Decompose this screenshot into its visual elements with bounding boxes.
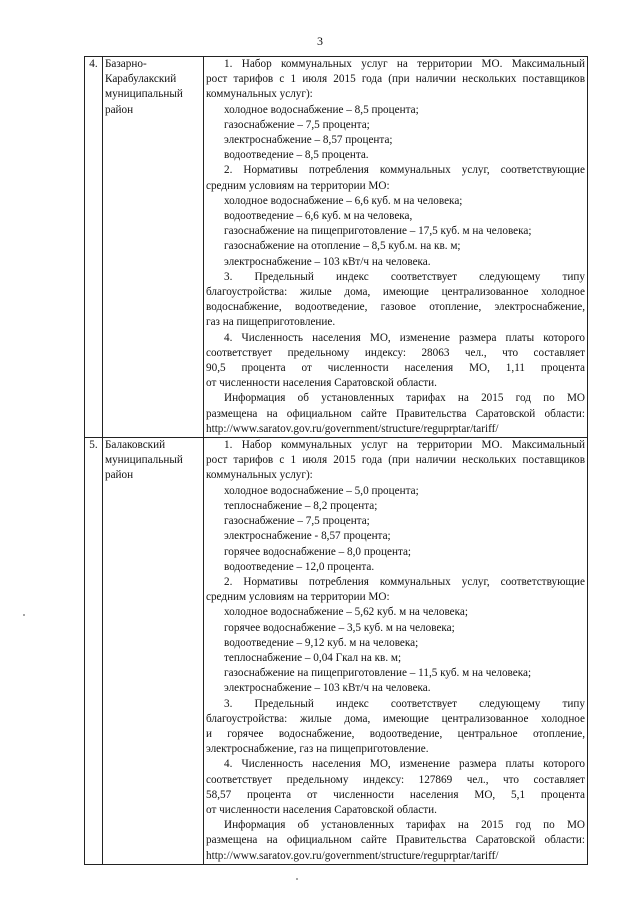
description-line: 4. Численность населения МО, изменение размера платы которого: [224, 331, 585, 344]
description-line: 3. Предельный индекс соответствует следующему типу: [224, 697, 585, 710]
municipality-name-line: Балаковский: [105, 439, 166, 452]
table-row: [85, 57, 588, 438]
description-line: газ на пищеприготовление.: [206, 316, 336, 329]
description-line: газоснабжение – 7,5 процента;: [224, 515, 370, 528]
description-line: 4. Численность населения МО, изменение размера платы которого: [224, 758, 585, 771]
tariff-description: [204, 57, 588, 438]
description-line: 2. Нормативы потребления коммунальных услуг, соответствующие: [224, 164, 585, 177]
description-line: благоустройства: жилые дома, имеющие централизованное холодное: [206, 286, 585, 299]
description-line: Информация об установленных тарифах на 2015 год по МО: [224, 392, 585, 405]
description-line: теплоснабжение – 8,2 процента;: [224, 499, 378, 512]
description-line: коммунальных услуг):: [206, 469, 313, 482]
description-line: соответствует предельному индексу: 28063 чел., что составляет: [206, 346, 585, 359]
municipality-name-line: Карабулакский: [105, 73, 177, 86]
description-line: коммунальных услуг):: [206, 88, 313, 101]
description-line: 3. Предельный индекс соответствует следующему типу: [224, 270, 585, 283]
municipality-name-line: район: [105, 469, 134, 482]
description-line: электроснабжение – 8,57 процента;: [224, 134, 393, 147]
description-line: водоотведение – 8,5 процента.: [224, 149, 369, 162]
municipality-name: [103, 438, 204, 865]
description-line: и горячее водоснабжение, водоотведение, центральное отопление,: [206, 727, 585, 740]
tariff-table: [84, 56, 588, 865]
description-line: от численности населения Саратовской области.: [206, 377, 437, 390]
tariff-table-body: [85, 57, 588, 865]
description-line: средним условиям на территории МО:: [206, 179, 390, 192]
scan-speck: [296, 878, 298, 880]
description-line: электроснабжение – 103 кВт/ч на человека.: [224, 682, 431, 695]
description-line: водоотведение – 12,0 процента.: [224, 560, 375, 573]
row-number: 4.: [85, 57, 103, 438]
municipality-name-line: район: [105, 103, 134, 116]
description-line: электроснабжение, газ на пищеприготовление.: [206, 743, 429, 756]
description-line: 1. Набор коммунальных услуг на территории МО. Максимальный: [224, 439, 585, 452]
tariff-url: http://www.saratov.gov.ru/government/structure/reguprptar/tariff/: [206, 849, 499, 862]
description-line: электроснабжение – 103 кВт/ч на человека.: [224, 255, 431, 268]
description-line: горячее водоснабжение – 3,5 куб. м на человека;: [224, 621, 455, 634]
description-line: рост тарифов с 1 июля 2015 года (при наличии нескольких поставщиков: [206, 454, 585, 467]
description-line: 1. Набор коммунальных услуг на территории МО. Максимальный: [224, 58, 585, 70]
description-line: газоснабжение на пищеприготовление – 17,5 куб. м на человека;: [224, 225, 532, 238]
description-line: Информация об установленных тарифах на 2015 год по МО: [224, 819, 585, 832]
description-line: 58,57 процента от численности населения МО, 5,1 процента: [206, 788, 585, 801]
description-line: горячее водоснабжение – 8,0 процента;: [224, 545, 412, 558]
description-line: размещена на официальном сайте Правительства Саратовской области:: [206, 834, 585, 847]
description-line: от численности населения Саратовской области.: [206, 803, 437, 816]
description-line: электроснабжение - 8,57 процента;: [224, 530, 391, 543]
scan-speck: [23, 614, 25, 616]
municipality-name-line: Базарно-: [105, 58, 147, 70]
municipality-name-line: муниципальный: [105, 454, 183, 467]
municipality-name-line: муниципальный: [105, 88, 183, 101]
description-line: средним условиям на территории МО:: [206, 591, 390, 604]
description-line: холодное водоснабжение – 8,5 процента;: [224, 103, 419, 116]
description-line: водоотведение – 9,12 куб. м на человека;: [224, 636, 419, 649]
table-row: [85, 438, 588, 865]
description-line: соответствует предельному индексу: 127869 чел., что составляет: [206, 773, 585, 786]
description-line: благоустройства: жилые дома, имеющие централизованное холодное: [206, 712, 585, 725]
description-line: холодное водоснабжение – 5,62 куб. м на человека;: [224, 606, 468, 619]
description-line: газоснабжение на пищеприготовление – 11,5 куб. м на человека;: [224, 667, 532, 680]
tariff-url: http://www.saratov.gov.ru/government/structure/reguprptar/tariff/: [206, 422, 499, 435]
description-line: водоотведение – 6,6 куб. м на человека,: [224, 210, 413, 223]
description-line: 2. Нормативы потребления коммунальных услуг, соответствующие: [224, 575, 585, 588]
description-line: размещена на официальном сайте Правительства Саратовской области:: [206, 407, 585, 420]
description-line: 90,5 процента от численности населения МО, 1,11 процента: [206, 362, 585, 375]
description-line: газоснабжение на отопление – 8,5 куб.м. на кв. м;: [224, 240, 461, 253]
tariff-description: [204, 438, 588, 865]
description-line: водоснабжение, водоотведение, газовое отопление, электроснабжение,: [206, 301, 585, 314]
page-number: 3: [317, 34, 323, 48]
description-line: газоснабжение – 7,5 процента;: [224, 118, 370, 131]
description-line: теплоснабжение – 0,04 Гкал на кв. м;: [224, 651, 402, 664]
municipality-name: [103, 57, 204, 438]
description-line: рост тарифов с 1 июля 2015 года (при наличии нескольких поставщиков: [206, 73, 585, 86]
row-number: 5.: [85, 438, 103, 865]
description-line: холодное водоснабжение – 6,6 куб. м на человека;: [224, 194, 463, 207]
description-line: холодное водоснабжение – 5,0 процента;: [224, 484, 419, 497]
